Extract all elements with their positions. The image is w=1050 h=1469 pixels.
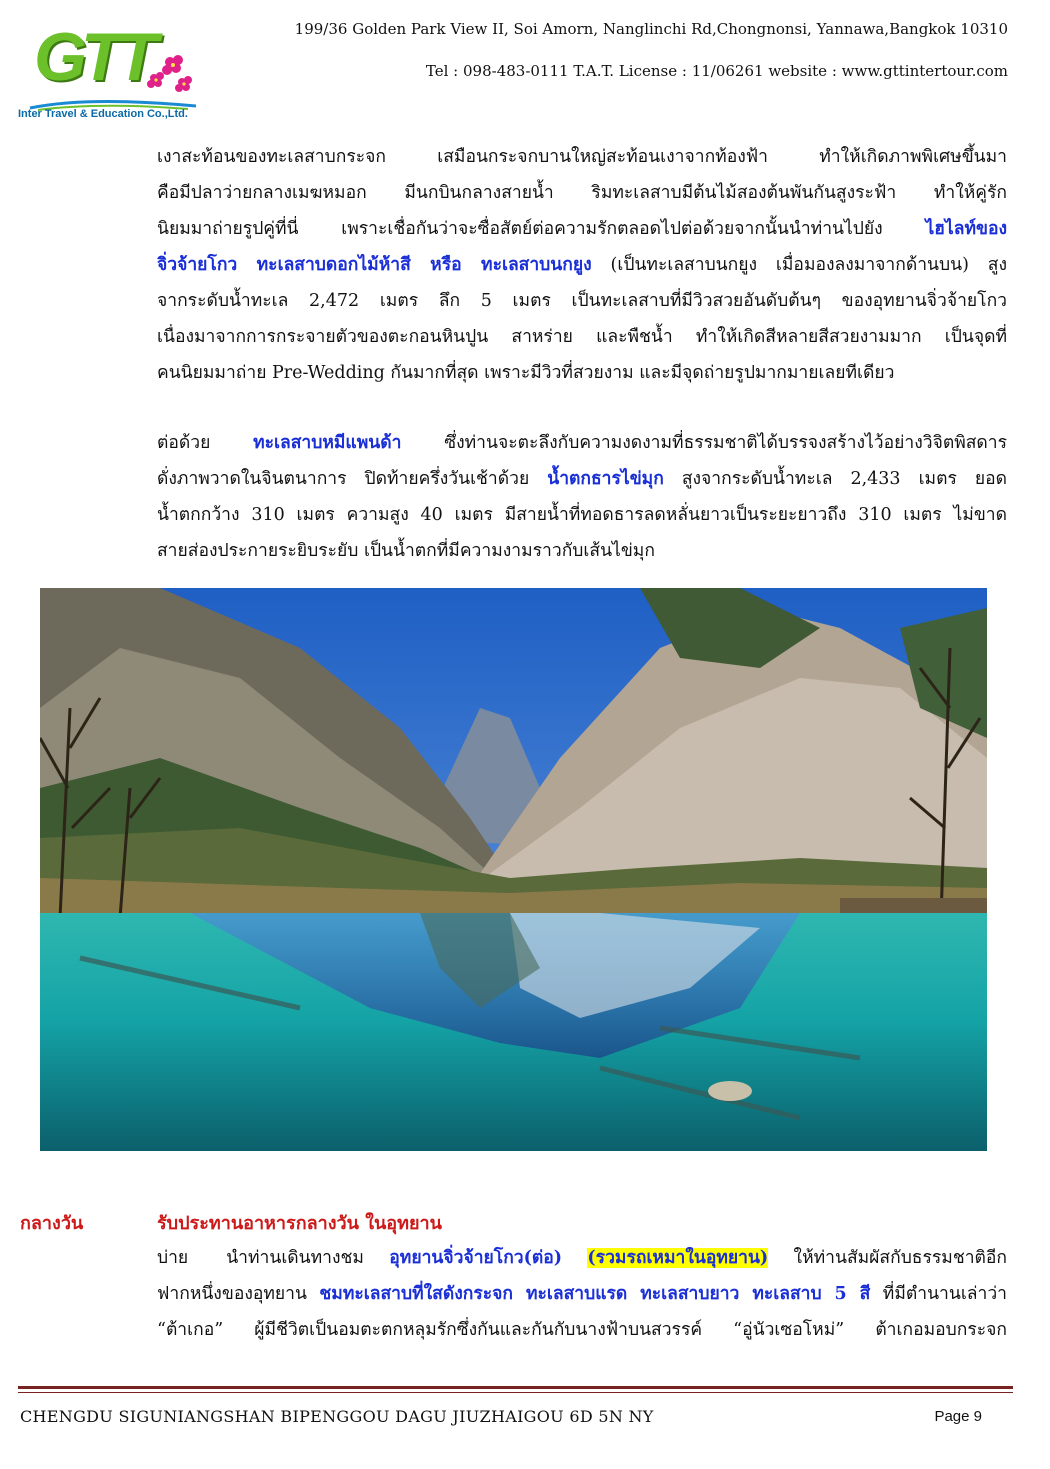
text-span: (เป็นทะเลสาบนกยูง เมื่อมองลงมาจากด้านบน) สูง bbox=[591, 255, 1008, 275]
text-span: ที่มีตำนานเล่าว่า bbox=[870, 1284, 1008, 1304]
text-line bbox=[157, 461, 1007, 497]
lake-illustration bbox=[40, 588, 987, 1151]
highlight-text: จิ่วจ้ายโกว ทะเลสาบดอกไม้ห้าสี หรือ ทะเลสาบนกยูง bbox=[157, 255, 592, 275]
text-span: ดั่งภาพวาดในจินตนาการ ปิดท้ายครึ่งวันเช้าด้วย bbox=[157, 469, 548, 489]
logo-text: GTT bbox=[34, 19, 152, 95]
text-line bbox=[157, 1276, 1007, 1312]
meal-title: รับประทานอาหารกลางวัน ในอุทยาน bbox=[157, 1213, 442, 1234]
text-span: ให้ท่านสัมผัสกับธรรมชาติอีก bbox=[768, 1248, 1007, 1268]
text-line: น้ำตกกว้าง 310 เมตร ความสูง 40 เมตร มีสายน้ำที่ทอดธารลดหลั่นยาวเป็นระยะยาวถึง 310 เมตร ไม่ขาด bbox=[157, 505, 1007, 525]
paragraph-1 bbox=[157, 139, 1007, 391]
text-span: สูงจากระดับน้ำทะเล 2,433 เมตร ยอด bbox=[663, 469, 1007, 489]
text-span: ฟากหนึ่งของอุทยาน bbox=[157, 1284, 320, 1304]
highlight-text: อุทยานจิ่วจ้ายโกว(ต่อ) bbox=[389, 1248, 563, 1268]
text-line: เงาสะท้อนของทะเลสาบกระจก เสมือนกระจกบานใหญ่สะท้อนเงาจากท้องฟ้า ทำให้เกิดภาพพิเศษขึ้นมา bbox=[157, 147, 1007, 167]
afternoon-label: บ่าย bbox=[157, 1248, 189, 1268]
text-line: คนนิยมมาถ่าย Pre-Wedding กันมากที่สุด เพราะมีวิวที่สวยงาม และมีจุดถ่ายรูปมากมายเลยทีเดียว bbox=[157, 363, 895, 383]
text-line: เนื่องมาจากการกระจายตัวของตะกอนหินปูน สาหร่าย และพืชน้ำ ทำให้เกิดสีหลายสีสวยงามมาก เป็นจุดที่ bbox=[157, 327, 1007, 347]
page-number: Page 9 bbox=[934, 1408, 982, 1425]
company-logo bbox=[18, 18, 198, 128]
text-line bbox=[157, 211, 1007, 247]
text-span: ซึ่งท่านจะตะลึงกับความงดงามที่ธรรมชาติได้บรรจงสร้างไว้อย่างวิจิตพิสดาร bbox=[401, 433, 1008, 453]
paragraph-2 bbox=[157, 425, 1007, 569]
meal-time-label: กลางวัน bbox=[20, 1213, 84, 1234]
included-bus-note: (รวมรถเหมาในอุทยาน) bbox=[587, 1248, 769, 1268]
lake-photo bbox=[40, 588, 987, 1151]
highlight-text: น้ำตกธารไข่มุก bbox=[547, 469, 664, 489]
text-line: จากระดับน้ำทะเล 2,472 เมตร ลึก 5 เมตร เป็นทะเลสาบที่มีวิวสวยอันดับต้นๆ ของอุทยานจิ่วจ้ายโกว bbox=[157, 291, 1007, 311]
text-span: ต่อด้วย bbox=[157, 433, 254, 453]
text-line bbox=[157, 1240, 1007, 1276]
company-address: 199/36 Golden Park View II, Soi Amorn, Nanglinchi Rd,Chongnonsi, Yannawa,Bangkok 10310 bbox=[294, 20, 1008, 38]
text-line bbox=[157, 425, 1007, 461]
footer-divider bbox=[18, 1386, 1013, 1389]
text-line: สายส่องประกายระยิบระยับ เป็นน้ำตกที่มีความงามราวกับเส้นไข่มุก bbox=[157, 541, 655, 561]
text-span: นำท่านเดินทางชม bbox=[226, 1248, 390, 1268]
highlight-text: ชมทะเลสาบที่ใสดังกระจก ทะเลสาบแรด ทะเลสาบยาว ทะเลสาบ 5 สี bbox=[319, 1284, 871, 1304]
highlight-text: ไฮไลท์ของ bbox=[925, 219, 1007, 239]
footer-divider-thin bbox=[18, 1392, 1013, 1393]
text-line bbox=[157, 247, 1007, 283]
tour-code: CHENGDU SIGUNIANGSHAN BIPENGGOU DAGU JIUZHAIGOU 6D 5N NY bbox=[20, 1407, 654, 1426]
highlight-text: ทะเลสาบหมีแพนด้า bbox=[253, 433, 402, 453]
logo-subtitle: Inter Travel & Education Co.,Ltd. bbox=[18, 108, 188, 120]
text-span: นิยมมาถ่ายรูปคู่ที่นี่ เพราะเชื่อกันว่าจะซื่อสัตย์ต่อความรักตลอดไปต่อด้วยจากนั้นนำท่านไปยัง bbox=[157, 219, 926, 239]
text-line: “ต้าเกอ” ผู้มีชีวิตเป็นอมตะตกหลุมรักซึ่งกันและกันกับนางฟ้าบนสวรรค์ “อู่นัวเซอโหม่” ต้าเกอมอบกระจก bbox=[157, 1320, 1007, 1340]
company-contact: Tel : 098-483-0111 T.A.T. License : 11/06261 website : www.gttintertour.com bbox=[425, 62, 1008, 80]
text-line: คือมีปลาว่ายกลางเมฆหมอก มีนกบินกลางสายน้ำ ริมทะเลสาบมีต้นไม้สองต้นพันกันสูงระฟ้า ทำให้คู่รัก bbox=[157, 183, 1007, 203]
afternoon-paragraph bbox=[157, 1240, 1007, 1348]
